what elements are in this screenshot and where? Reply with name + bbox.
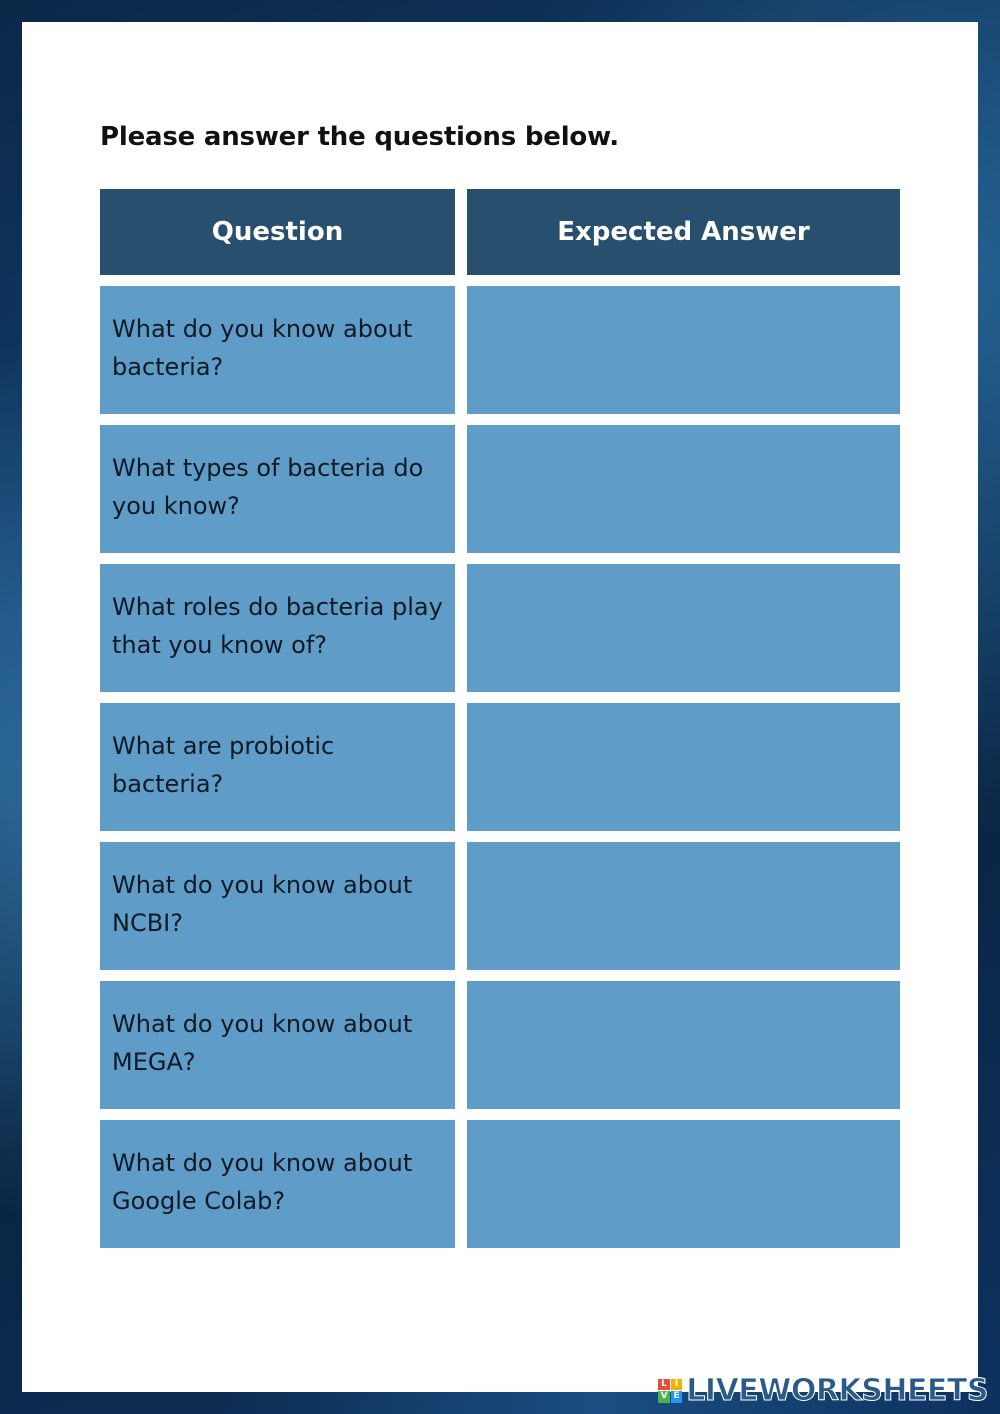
question-cell: What do you know about Google Colab? [100,1120,455,1248]
logo-letter: I [671,1379,683,1391]
watermark-text: LIVEWORKSHEETS [686,1373,988,1408]
question-cell: What do you know about MEGA? [100,981,455,1109]
answer-field[interactable] [467,425,900,553]
logo-letter: L [658,1379,670,1391]
table-row [100,564,900,692]
qa-table [100,189,900,1259]
question-cell: What are probiotic bacteria? [100,703,455,831]
liveworksheets-watermark [658,1373,988,1408]
liveworksheets-logo-icon [658,1379,682,1403]
table-row [100,703,900,831]
question-cell: What do you know about NCBI? [100,842,455,970]
table-row [100,425,900,553]
answer-column-header: Expected Answer [467,189,900,275]
question-column-header: Question [100,189,455,275]
worksheet-page [22,22,978,1392]
answer-field[interactable] [467,842,900,970]
logo-letter: E [671,1391,683,1403]
answer-field[interactable] [467,703,900,831]
worksheet-heading: Please answer the questions below. [100,122,619,152]
answer-field[interactable] [467,286,900,414]
table-row [100,1120,900,1248]
logo-letter: V [658,1391,670,1403]
table-row [100,286,900,414]
question-cell: What roles do bacteria play that you know of? [100,564,455,692]
answer-field[interactable] [467,981,900,1109]
table-row [100,981,900,1109]
question-cell: What do you know about bacteria? [100,286,455,414]
table-header-row [100,189,900,275]
answer-field[interactable] [467,564,900,692]
table-row [100,842,900,970]
question-cell: What types of bacteria do you know? [100,425,455,553]
answer-field[interactable] [467,1120,900,1248]
